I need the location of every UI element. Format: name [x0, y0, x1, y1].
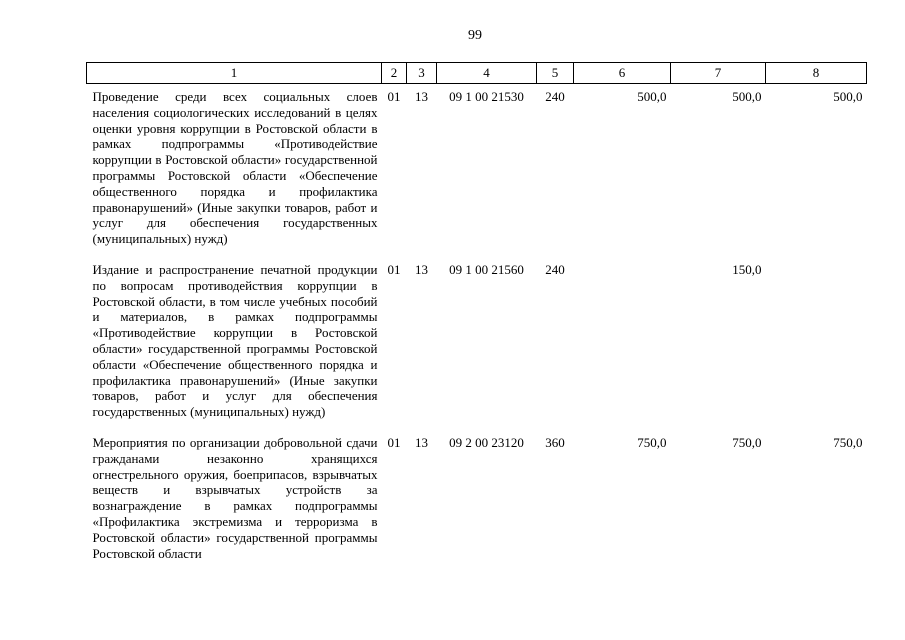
row-amount-col6: 750,0 — [637, 434, 667, 450]
column-header: 6 — [574, 63, 671, 84]
row-section-code: 01 — [387, 434, 401, 450]
row-expense-type: 240 — [545, 261, 565, 277]
row-target-article: 09 1 00 21560 — [449, 261, 524, 277]
table-row — [87, 435, 867, 576]
header-row — [87, 63, 867, 84]
column-header: 2 — [382, 63, 407, 84]
column-header: 4 — [437, 63, 537, 84]
column-header: 7 — [671, 63, 766, 84]
row-amount-col7: 500,0 — [732, 89, 762, 104]
page-number: 99 — [468, 28, 482, 43]
row-amount-col6: 500,0 — [637, 89, 667, 104]
column-header: 8 — [766, 63, 867, 84]
column-header: 3 — [407, 63, 437, 84]
table-row — [87, 262, 867, 435]
column-header: 5 — [537, 63, 574, 84]
row-subsection-code: 13 — [415, 89, 428, 104]
row-expense-type: 240 — [545, 89, 565, 104]
row-subsection-code: 13 — [415, 261, 428, 277]
row-description: Проведение среди всех социальных слоев населения социологических исследований в целях оценки уровня коррупции в Ростовской области в рамках подпрограммы «Противодействие коррупции в Ростовской области» государственной программы Ростовской области «Обеспечение общественного порядка и профилактика правонарушений» (Иные закупки товаров, работ и услуг для обеспечения государственных (муниципальных) нужд) — [92, 89, 378, 247]
row-expense-type: 360 — [545, 434, 565, 450]
row-amount-col8: 750,0 — [833, 434, 863, 450]
column-header: 1 — [87, 63, 382, 84]
row-amount-col8 — [766, 262, 867, 435]
row-section-code: 01 — [387, 261, 401, 277]
row-description: Издание и распространение печатной продукции по вопросам противодействия коррупции в Ростовской области, в том числе учебных пособий и материалов, в рамках подпрограммы «Противодействие коррупции в Ростовской области» государственной программы Ростовской области «Обеспечение общественного порядка и профилактика правонарушений» (Иные закупки товаров, работ и услуг для обеспечения государственных (муниципальных) нужд) — [92, 261, 378, 420]
row-description: Мероприятия по организации добровольной сдачи гражданами незаконно хранящихся огнестрельного оружия, боеприпасов, взрывчатых веществ и взрывчатых устройств за вознаграждение в рамках подпрограммы «Профилактика экстремизма и терроризма в Ростовской области» государственной программы Ростовской области — [92, 434, 378, 561]
row-amount-col6 — [574, 262, 671, 435]
row-subsection-code: 13 — [415, 434, 428, 450]
table-row — [87, 84, 867, 262]
row-target-article: 09 1 00 21530 — [449, 89, 524, 104]
budget-table — [86, 62, 867, 576]
row-section-code: 01 — [387, 89, 401, 104]
row-amount-col7: 150,0 — [732, 261, 762, 277]
row-target-article: 09 2 00 23120 — [449, 434, 524, 450]
row-amount-col8: 500,0 — [833, 89, 863, 104]
row-amount-col7: 750,0 — [732, 434, 762, 450]
